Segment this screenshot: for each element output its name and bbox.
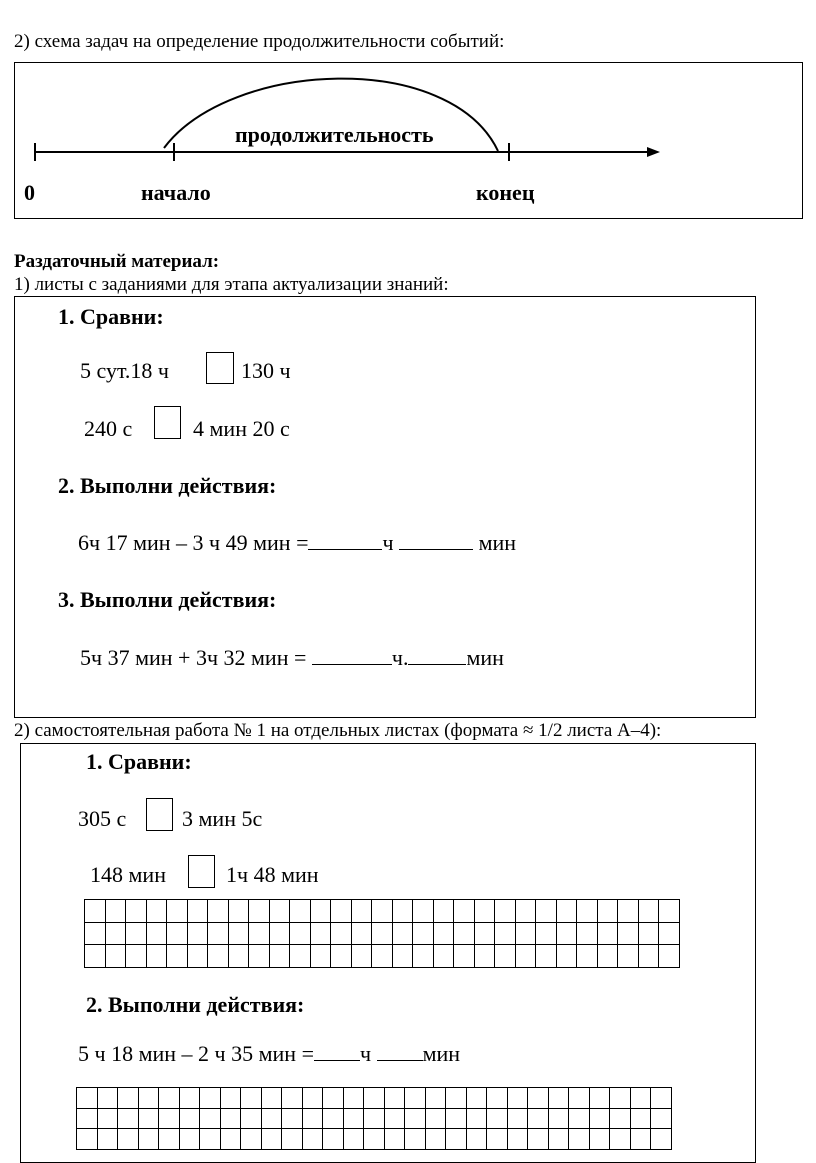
grid-cell[interactable] bbox=[249, 922, 270, 945]
sheet2-cmp1-left: 305 с bbox=[78, 806, 127, 831]
grid-cell[interactable] bbox=[556, 945, 577, 968]
grid-cell[interactable] bbox=[495, 900, 516, 923]
scheme-heading: 2) схема задач на определение продолжительности событий: bbox=[14, 31, 505, 52]
grid-cell[interactable] bbox=[372, 945, 393, 968]
grid-cell[interactable] bbox=[187, 945, 208, 968]
sheet1-expr2-hours-unit: ч bbox=[382, 530, 394, 555]
grid-cell[interactable] bbox=[310, 945, 331, 968]
grid-cell[interactable] bbox=[454, 945, 475, 968]
grid-cell[interactable] bbox=[466, 1108, 487, 1129]
grid-cell[interactable] bbox=[228, 945, 249, 968]
grid-cell[interactable] bbox=[384, 1088, 405, 1109]
grid-cell[interactable] bbox=[208, 922, 229, 945]
grid-cell[interactable] bbox=[425, 1129, 446, 1150]
grid-cell[interactable] bbox=[528, 1129, 549, 1150]
grid-cell[interactable] bbox=[515, 945, 536, 968]
grid-cell[interactable] bbox=[630, 1088, 651, 1109]
grid-cell[interactable] bbox=[323, 1108, 344, 1129]
grid-cell[interactable] bbox=[392, 922, 413, 945]
grid-cell[interactable] bbox=[290, 900, 311, 923]
grid-cell[interactable] bbox=[392, 945, 413, 968]
grid-cell[interactable] bbox=[638, 922, 659, 945]
grid-cell[interactable] bbox=[589, 1129, 610, 1150]
sheet1-cmp1-left: 5 сут.18 ч bbox=[80, 358, 169, 383]
grid-cell[interactable] bbox=[536, 922, 557, 945]
grid-cell[interactable] bbox=[310, 900, 331, 923]
grid-cell[interactable] bbox=[515, 900, 536, 923]
grid-cell[interactable] bbox=[548, 1108, 569, 1129]
timeline-diagram bbox=[0, 0, 816, 240]
sheet1-expr3 bbox=[80, 645, 504, 671]
sheet1-cmp2-right: 4 мин 20 с bbox=[193, 416, 290, 441]
sheet2-cmp1-right: 3 мин 5с bbox=[182, 806, 263, 831]
grid-cell[interactable] bbox=[618, 945, 639, 968]
sheet1-task3-title: 3. Выполни действия: bbox=[58, 587, 277, 612]
grid-cell[interactable] bbox=[638, 945, 659, 968]
handout-item-2: 2) самостоятельная работа № 1 на отдельных листах (формата ≈ 1/2 листа А–4): bbox=[14, 720, 662, 741]
grid-cell[interactable] bbox=[446, 1088, 467, 1109]
grid-cell[interactable] bbox=[618, 900, 639, 923]
grid-cell[interactable] bbox=[179, 1108, 200, 1129]
start-label: начало bbox=[141, 180, 211, 205]
grid-cell[interactable] bbox=[364, 1108, 385, 1129]
grid-cell[interactable] bbox=[446, 1129, 467, 1150]
grid-cell[interactable] bbox=[597, 922, 618, 945]
grid-cell[interactable] bbox=[208, 900, 229, 923]
handout-title: Раздаточный материал: bbox=[14, 251, 220, 272]
sheet1-cmp2-box[interactable] bbox=[154, 406, 181, 439]
grid-cell[interactable] bbox=[159, 1088, 180, 1109]
grid-cell[interactable] bbox=[261, 1129, 282, 1150]
sheet1-expr2 bbox=[78, 530, 516, 556]
grid-cell[interactable] bbox=[220, 1108, 241, 1129]
grid-cell[interactable] bbox=[384, 1129, 405, 1150]
sheet2-cmp2-box[interactable] bbox=[188, 855, 215, 888]
grid-cell[interactable] bbox=[208, 945, 229, 968]
grid-cell[interactable] bbox=[105, 900, 126, 923]
grid-cell[interactable] bbox=[77, 1088, 98, 1109]
grid-cell[interactable] bbox=[118, 1088, 139, 1109]
grid-cell[interactable] bbox=[507, 1108, 528, 1129]
grid-cell[interactable] bbox=[536, 900, 557, 923]
end-label: конец bbox=[476, 180, 535, 205]
grid-cell[interactable] bbox=[331, 922, 352, 945]
grid-cell[interactable] bbox=[659, 922, 680, 945]
sheet2-expr-text: 5 ч 18 мин – 2 ч 35 мин = bbox=[78, 1041, 314, 1066]
grid-cell[interactable] bbox=[138, 1088, 159, 1109]
grid-cell[interactable] bbox=[323, 1129, 344, 1150]
grid-cell[interactable] bbox=[474, 922, 495, 945]
grid-cell[interactable] bbox=[474, 945, 495, 968]
grid-cell[interactable] bbox=[249, 900, 270, 923]
grid-cell[interactable] bbox=[167, 945, 188, 968]
grid-cell[interactable] bbox=[351, 900, 372, 923]
grid-cell[interactable] bbox=[302, 1129, 323, 1150]
grid-cell[interactable] bbox=[536, 945, 557, 968]
sheet2-cmp2-left: 148 мин bbox=[90, 862, 166, 887]
grid-cell[interactable] bbox=[528, 1108, 549, 1129]
sheet2-cmp2-right: 1ч 48 мин bbox=[226, 862, 319, 887]
grid-cell[interactable] bbox=[495, 945, 516, 968]
grid-cell[interactable] bbox=[351, 945, 372, 968]
grid-cell[interactable] bbox=[577, 900, 598, 923]
grid-cell[interactable] bbox=[548, 1088, 569, 1109]
grid-cell[interactable] bbox=[487, 1088, 508, 1109]
grid-cell[interactable] bbox=[364, 1088, 385, 1109]
grid-cell[interactable] bbox=[302, 1088, 323, 1109]
grid-cell[interactable] bbox=[105, 945, 126, 968]
grid-cell[interactable] bbox=[77, 1129, 98, 1150]
grid-cell[interactable] bbox=[618, 922, 639, 945]
grid-cell[interactable] bbox=[187, 922, 208, 945]
grid-cell[interactable] bbox=[343, 1108, 364, 1129]
grid-cell[interactable] bbox=[77, 1108, 98, 1129]
grid-cell[interactable] bbox=[343, 1088, 364, 1109]
grid-cell[interactable] bbox=[589, 1088, 610, 1109]
grid-cell[interactable] bbox=[433, 922, 454, 945]
grid-cell[interactable] bbox=[290, 945, 311, 968]
grid-cell[interactable] bbox=[200, 1108, 221, 1129]
grid-cell[interactable] bbox=[548, 1129, 569, 1150]
grid-cell[interactable] bbox=[392, 900, 413, 923]
sheet1-expr2-text: 6ч 17 мин – 3 ч 49 мин = bbox=[78, 530, 309, 555]
sheet1-expr3-hours-unit: ч. bbox=[391, 645, 409, 670]
grid-cell[interactable] bbox=[569, 1108, 590, 1129]
grid-cell[interactable] bbox=[167, 900, 188, 923]
grid-cell[interactable] bbox=[569, 1088, 590, 1109]
grid-cell[interactable] bbox=[577, 945, 598, 968]
duration-label: продолжительность bbox=[235, 122, 434, 147]
grid-cell[interactable] bbox=[569, 1129, 590, 1150]
grid-cell[interactable] bbox=[97, 1108, 118, 1129]
sheet1-expr2-minutes-unit: мин bbox=[478, 530, 517, 555]
sheet2-hours-blank[interactable] bbox=[314, 1042, 360, 1061]
grid-cell[interactable] bbox=[261, 1108, 282, 1129]
sheet1-expr3-minutes-blank[interactable] bbox=[408, 646, 466, 665]
grid-cell[interactable] bbox=[118, 1108, 139, 1129]
grid-cell[interactable] bbox=[85, 922, 106, 945]
sheet2-expr-hours-unit: ч bbox=[359, 1041, 372, 1066]
grid-cell[interactable] bbox=[454, 922, 475, 945]
sheet2-expr-minutes-unit: мин bbox=[422, 1041, 461, 1066]
grid-cell[interactable] bbox=[138, 1108, 159, 1129]
grid-cell[interactable] bbox=[577, 922, 598, 945]
grid-cell[interactable] bbox=[261, 1088, 282, 1109]
grid-cell[interactable] bbox=[413, 922, 434, 945]
grid-cell[interactable] bbox=[372, 922, 393, 945]
sheet1-expr3-minutes-unit: мин bbox=[466, 645, 504, 670]
grid-cell[interactable] bbox=[220, 1088, 241, 1109]
grid-cell[interactable] bbox=[405, 1108, 426, 1129]
grid-cell[interactable] bbox=[146, 945, 167, 968]
grid-cell[interactable] bbox=[487, 1108, 508, 1129]
grid-cell[interactable] bbox=[159, 1108, 180, 1129]
grid-cell[interactable] bbox=[405, 1129, 426, 1150]
sheet1-minutes-blank[interactable] bbox=[399, 531, 473, 550]
grid-cell[interactable] bbox=[384, 1108, 405, 1129]
grid-cell[interactable] bbox=[466, 1088, 487, 1109]
grid-cell[interactable] bbox=[228, 900, 249, 923]
grid-cell[interactable] bbox=[179, 1088, 200, 1109]
grid-cell[interactable] bbox=[249, 945, 270, 968]
grid-cell[interactable] bbox=[146, 900, 167, 923]
sheet1-hours-blank[interactable] bbox=[308, 531, 382, 550]
grid-cell[interactable] bbox=[331, 945, 352, 968]
grid-cell[interactable] bbox=[85, 900, 106, 923]
grid-cell[interactable] bbox=[241, 1108, 262, 1129]
sheet2-answer-grid-2[interactable] bbox=[76, 1087, 672, 1150]
grid-cell[interactable] bbox=[433, 945, 454, 968]
grid-cell[interactable] bbox=[167, 922, 188, 945]
grid-cell[interactable] bbox=[433, 900, 454, 923]
sheet2-cmp1-box[interactable] bbox=[146, 798, 173, 831]
grid-cell[interactable] bbox=[282, 1088, 303, 1109]
sheet2-task1-title: 1. Сравни: bbox=[86, 749, 192, 774]
grid-cell[interactable] bbox=[413, 945, 434, 968]
sheet1-expr3-hours-blank[interactable] bbox=[312, 646, 392, 665]
grid-cell[interactable] bbox=[343, 1129, 364, 1150]
grid-cell[interactable] bbox=[331, 900, 352, 923]
grid-cell[interactable] bbox=[126, 945, 147, 968]
grid-cell[interactable] bbox=[630, 1108, 651, 1129]
grid-cell[interactable] bbox=[651, 1088, 672, 1109]
grid-cell[interactable] bbox=[269, 922, 290, 945]
grid-cell[interactable] bbox=[126, 900, 147, 923]
grid-cell[interactable] bbox=[466, 1129, 487, 1150]
grid-cell[interactable] bbox=[97, 1088, 118, 1109]
grid-cell[interactable] bbox=[200, 1129, 221, 1150]
zero-label: 0 bbox=[24, 180, 35, 205]
grid-cell[interactable] bbox=[597, 945, 618, 968]
grid-cell[interactable] bbox=[97, 1129, 118, 1150]
grid-cell[interactable] bbox=[85, 945, 106, 968]
grid-cell[interactable] bbox=[659, 900, 680, 923]
grid-cell[interactable] bbox=[118, 1129, 139, 1150]
sheet1-cmp2-left: 240 с bbox=[84, 416, 133, 441]
sheet2-expr bbox=[78, 1041, 460, 1067]
grid-cell[interactable] bbox=[282, 1129, 303, 1150]
sheet2-minutes-blank[interactable] bbox=[377, 1042, 423, 1061]
grid-cell[interactable] bbox=[638, 900, 659, 923]
grid-cell[interactable] bbox=[495, 922, 516, 945]
sheet2-answer-grid-1[interactable] bbox=[84, 899, 680, 968]
grid-cell[interactable] bbox=[282, 1108, 303, 1129]
grid-cell[interactable] bbox=[507, 1129, 528, 1150]
grid-cell[interactable] bbox=[610, 1108, 631, 1129]
grid-cell[interactable] bbox=[659, 945, 680, 968]
grid-cell[interactable] bbox=[146, 922, 167, 945]
grid-cell[interactable] bbox=[159, 1129, 180, 1150]
grid-cell[interactable] bbox=[589, 1108, 610, 1129]
grid-cell[interactable] bbox=[241, 1088, 262, 1109]
grid-cell[interactable] bbox=[425, 1108, 446, 1129]
grid-cell[interactable] bbox=[323, 1088, 344, 1109]
grid-cell[interactable] bbox=[187, 900, 208, 923]
grid-cell[interactable] bbox=[446, 1108, 467, 1129]
timeline-arrowhead bbox=[647, 147, 660, 157]
grid-cell[interactable] bbox=[507, 1088, 528, 1109]
grid-cell[interactable] bbox=[179, 1129, 200, 1150]
grid-cell[interactable] bbox=[425, 1088, 446, 1109]
grid-cell[interactable] bbox=[372, 900, 393, 923]
sheet1-task1-title: 1. Сравни: bbox=[58, 304, 164, 329]
grid-cell[interactable] bbox=[241, 1129, 262, 1150]
grid-cell[interactable] bbox=[528, 1088, 549, 1109]
grid-cell[interactable] bbox=[556, 900, 577, 923]
grid-cell[interactable] bbox=[364, 1129, 385, 1150]
grid-cell[interactable] bbox=[610, 1129, 631, 1150]
sheet1-task2-title: 2. Выполни действия: bbox=[58, 473, 277, 498]
grid-cell[interactable] bbox=[220, 1129, 241, 1150]
grid-cell[interactable] bbox=[630, 1129, 651, 1150]
grid-cell[interactable] bbox=[269, 900, 290, 923]
grid-cell[interactable] bbox=[405, 1088, 426, 1109]
sheet1-cmp1-box[interactable] bbox=[206, 352, 234, 384]
grid-cell[interactable] bbox=[290, 922, 311, 945]
sheet2-task2-title: 2. Выполни действия: bbox=[86, 992, 305, 1017]
grid-cell[interactable] bbox=[138, 1129, 159, 1150]
grid-cell[interactable] bbox=[474, 900, 495, 923]
grid-cell[interactable] bbox=[597, 900, 618, 923]
grid-cell[interactable] bbox=[228, 922, 249, 945]
grid-cell[interactable] bbox=[651, 1129, 672, 1150]
grid-cell[interactable] bbox=[302, 1108, 323, 1129]
grid-cell[interactable] bbox=[269, 945, 290, 968]
grid-cell[interactable] bbox=[105, 922, 126, 945]
grid-cell[interactable] bbox=[487, 1129, 508, 1150]
grid-cell[interactable] bbox=[610, 1088, 631, 1109]
grid-cell[interactable] bbox=[454, 900, 475, 923]
sheet1-expr3-text: 5ч 37 мин + 3ч 32 мин = bbox=[80, 645, 312, 670]
sheet1-cmp1-right: 130 ч bbox=[241, 358, 291, 383]
grid-cell[interactable] bbox=[651, 1108, 672, 1129]
grid-cell[interactable] bbox=[515, 922, 536, 945]
grid-cell[interactable] bbox=[200, 1088, 221, 1109]
grid-cell[interactable] bbox=[126, 922, 147, 945]
grid-cell[interactable] bbox=[351, 922, 372, 945]
grid-cell[interactable] bbox=[556, 922, 577, 945]
handout-item-1: 1) листы с заданиями для этапа актуализации знаний: bbox=[14, 274, 449, 295]
grid-cell[interactable] bbox=[310, 922, 331, 945]
grid-cell[interactable] bbox=[413, 900, 434, 923]
